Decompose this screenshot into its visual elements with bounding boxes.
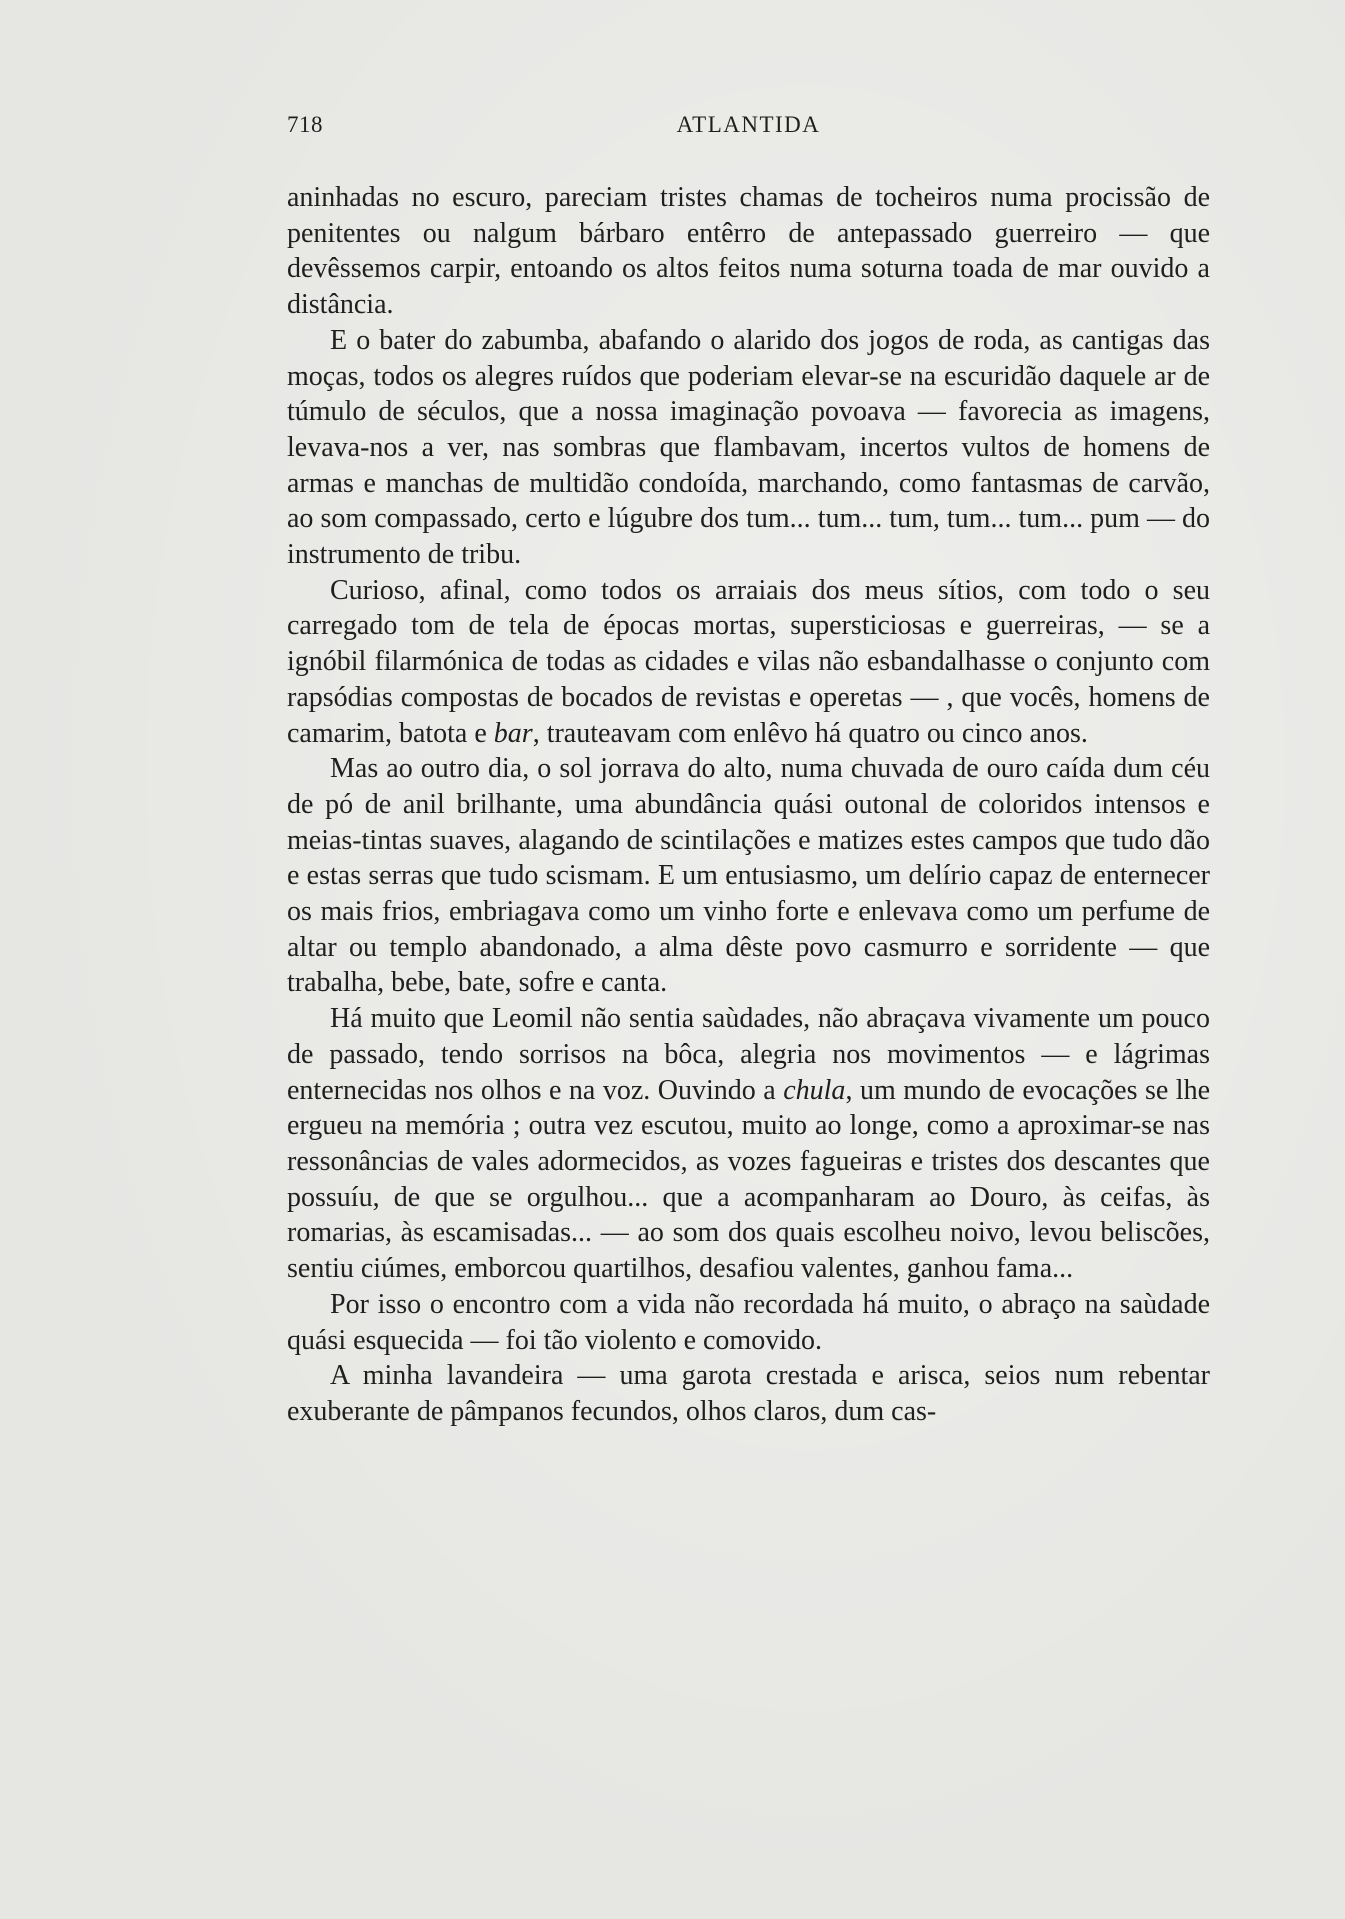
paragraph-text: Por isso o encontro com a vida não recordada há muito, o abraço na saùdade quási esquecida — foi tão violento e comovido.	[287, 1288, 1210, 1356]
paragraph-text: Curioso, afinal, como todos os arraiais dos meus sítios, com todo o seu carregado tom de tela de épocas mortas, supersticiosas e guerreiras, — se a ignóbil filarmónica de todas as cidades e vilas não esbandalhasse o conjunto com rapsódias compostas de bocados de revistas e operetas — , que vocês, homens de camarim, batota e	[287, 574, 1210, 749]
running-title: ATLANTIDA	[676, 112, 821, 137]
page-header	[287, 112, 1210, 152]
paragraph-5	[287, 1001, 1210, 1287]
paragraph-1	[287, 180, 1210, 323]
paragraph-7	[287, 1358, 1210, 1429]
paragraph-6	[287, 1287, 1210, 1358]
paragraph-text: Há muito que Leomil não sentia saùdades, não abraçava vivamente um pouco de passado, tendo sorrisos na bôca, alegria nos movimentos — e lágrimas enternecidas nos olhos e na voz. Ouvindo a	[287, 1003, 1210, 1106]
page-number: 718	[287, 112, 323, 137]
italic-word: bar	[493, 717, 533, 749]
paragraph-4	[287, 751, 1210, 1001]
paragraph-text: , um mundo de evocações se lhe ergueu na memória ; outra vez escutou, muito ao longe, como a aproximar-se nas ressonâncias de vales adormecidos, as vozes fagueiras e tristes dos descantes que possuíu, de que se orgulhou... que a acompanharam ao Douro, às ceifas, às romarias, às escamisadas... — ao som dos quais escolheu noivo, levou beliscões, sentiu ciúmes, emborcou quartilhos, desafiou valentes, ganhou fama...	[287, 1074, 1210, 1285]
paragraph-text: aninhadas no escuro, pareciam tristes chamas de tocheiros numa procissão de penitentes ou nalgum bárbaro entêrro de antepassado guerreiro — que devêssemos carpir, entoando os altos feitos numa soturna toada de mar ouvido a distância.	[287, 182, 1210, 321]
paragraph-3	[287, 573, 1210, 752]
paragraph-text: , trauteavam com enlêvo há quatro ou cinco anos.	[532, 717, 1088, 749]
body-text	[287, 180, 1210, 1430]
paragraph-text: Mas ao outro dia, o sol jorrava do alto, numa chuvada de ouro caída dum céu de pó de anil brilhante, uma abundância quási outonal de coloridos intensos e meias-tintas suaves, alagando de scintilações e matizes estes campos que tudo dão e estas serras que tudo scismam. E um entusiasmo, um delírio capaz de enternecer os mais frios, embriagava como um vinho forte e enlevava como um perfume de altar ou templo abandonado, a alma dêste povo casmurro e sorridente — que trabalha, bebe, bate, sofre e canta.	[287, 753, 1210, 999]
paragraph-text: A minha lavandeira — uma garota crestada e arisca, seios num rebentar exuberante de pâmpanos fecundos, olhos claros, dum cas-	[287, 1360, 1210, 1427]
paragraph-2	[287, 323, 1210, 573]
italic-word: chula	[783, 1074, 846, 1106]
paragraph-text: E o bater do zabumba, abafando o alarido dos jogos de roda, as cantigas das moças, todos os alegres ruídos que poderiam elevar-se na escuridão daquele ar de túmulo de séculos, que a nossa imaginação povoava — favorecia as imagens, levava-nos a ver, nas sombras que flambavam, incertos vultos de homens de armas e manchas de multidão condoída, marchando, como fantasmas de carvão, ao som compassado, certo e lúgubre dos tum... tum... tum, tum... tum... pum — do instrumento de tribu.	[287, 324, 1210, 571]
